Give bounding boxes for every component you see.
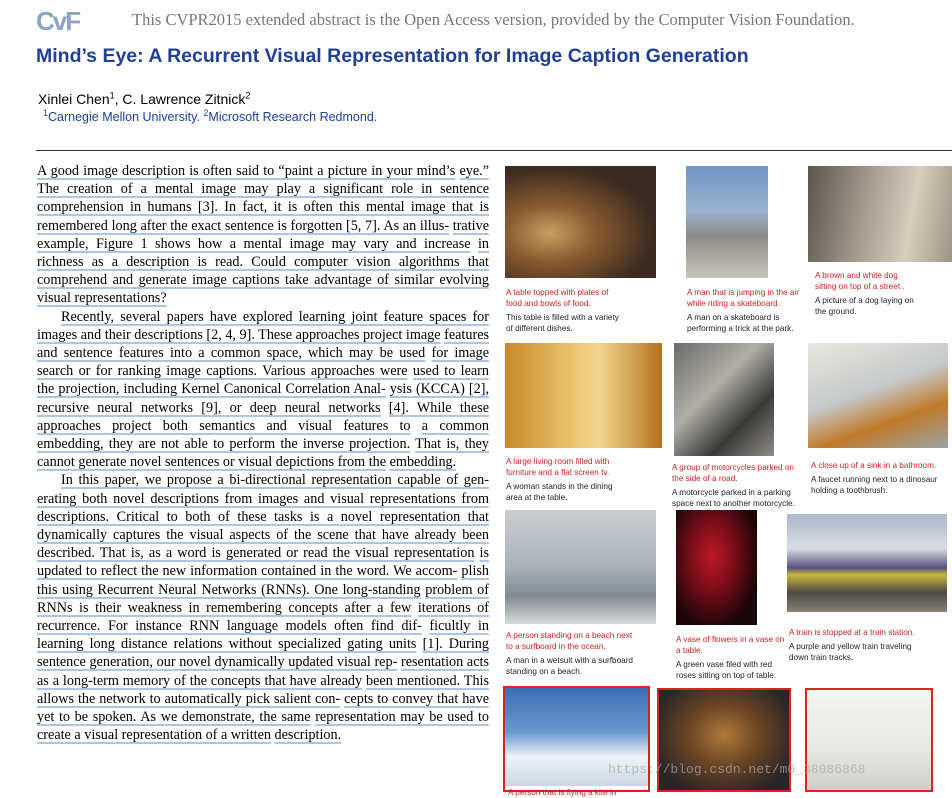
text-line: features and sentence features into a common space, which may be used	[37, 326, 490, 362]
text-line: a common embedding, they are not able to perform the inverse projection.	[37, 417, 489, 453]
blog-watermark: https://blog.csdn.net/m0_38086868	[608, 762, 866, 777]
figure-caption: A large living room filled with furniture and a flat screen tv. A woman stands in the dining area at the table.	[506, 457, 613, 502]
affil-sup: 2	[203, 107, 209, 118]
text-line: [1]. During sentence generation, our novel dynamically updated visual rep-	[37, 636, 489, 671]
sink-image	[808, 343, 948, 448]
vase-flowers-image	[676, 510, 757, 625]
text-line: A good image description is often said to “paint a picture in your mind’s	[37, 163, 456, 179]
text-line: been mentioned. This allows the network to automatically pick salient con-	[37, 672, 489, 707]
text-line: Recently, several papers have explored learning joint feature spaces for	[61, 308, 489, 325]
figure-caption: A close up of a sink in a bathroom. A faucet running next to a dinosaur holding a toothbrush.	[811, 461, 938, 495]
figure-caption: A train is stopped at a train station. A purple and yellow train traveling down train tracks.	[789, 628, 915, 662]
living-room-image	[505, 343, 662, 448]
author-sup: 1	[109, 90, 115, 101]
open-access-notice: This CVPR2015 extended abstract is the Open Access version, provided by the Computer Vision Foundation.	[132, 10, 855, 29]
text-line: ficultly in learning long distance relations without specialized gating units	[37, 618, 489, 653]
figure-caption: A man that is jumping in the air while riding a skateboard. A man on a skateboard is performing a trick at the park.	[687, 288, 799, 333]
figure-caption: A person that is flying a kite in	[508, 788, 617, 797]
skateboard-image	[686, 166, 768, 278]
text-line: representation may be used to create a visual representation of a written	[37, 709, 489, 744]
text-line: embedding.	[389, 454, 457, 471]
text-line: for image search or for ranking image captions. Various approaches were	[37, 345, 489, 380]
text-line: visual representations?	[37, 290, 167, 307]
affil-sup: 1	[43, 107, 49, 118]
author-name: Xinlei Chen	[38, 91, 110, 107]
text-line: in richness as a description is read. Could computer vision algorithms that	[37, 235, 490, 271]
text-line: trative example, Figure 1 shows how a mental image may vary and increase	[37, 217, 490, 252]
text-line: erating both novel descriptions from images and visual representations from	[37, 490, 489, 507]
affil-text: Carnegie Mellon University.	[48, 110, 204, 124]
text-line: In this paper, we propose a bi-directional representation capable of gen-	[61, 472, 489, 489]
text-line: [4]. While these approaches project both semantics and visual features to	[37, 399, 489, 434]
paragraph-1	[37, 162, 489, 308]
food-table-image	[505, 166, 656, 278]
paragraph-3	[37, 471, 489, 744]
figure-caption: A person standing on a beach next to a surfboard in the ocean. A man in a wetsuit with a surfboard standing on a beach.	[506, 631, 633, 676]
text-line: is updated to reflect the new information contained in the word. We accom-	[37, 545, 490, 580]
figure-caption: A group of motorcycles parked on the side of a road. A motorcycle parked in a parking space next to another motorcycle.	[672, 463, 795, 508]
figure-caption: A brown and white dog sitting on top of a street . A picture of a dog laying on the ground.	[815, 271, 914, 316]
text-line: resentation acts as a long-term memory of the concepts that have already	[37, 654, 489, 689]
figure-caption: A vase of flowers in a vase on a table. A green vase filed with red roses sitting on top of table.	[676, 635, 785, 680]
text-line: descriptions. Critical to both of these tasks is a novel representation that	[37, 508, 489, 525]
text-line: eye.” The creation of a mental image may play a significant role in sentence	[37, 163, 489, 198]
motorcycles-image	[674, 343, 774, 456]
author-sup: 2	[245, 90, 251, 101]
text-line: described. That is, as a word is generated or read the visual representation	[37, 545, 475, 562]
text-line: used to learn the projection, including Kernel Canonical Correlation Anal-	[37, 363, 489, 398]
text-line: remembered long after the exact sentence is forgotten [5, 7]. As an illus-	[37, 217, 450, 234]
figure-caption: A table topped with plates of food and bowls of food. This table is filled with a variety of different dishes.	[506, 288, 619, 333]
text-line: comprehend and generate image captions take advantage of similar evolving	[37, 272, 489, 289]
dog-street-image	[808, 166, 952, 262]
text-line: images and their descriptions [2, 4, 9]. These approaches project image	[37, 326, 441, 343]
header-divider	[36, 150, 952, 151]
text-line: That is, they cannot generate novel sentences or visual depictions from the	[37, 436, 489, 471]
author-list	[38, 91, 250, 107]
text-line: cepts to convey that have yet to be spoken. As we demonstrate, the same	[37, 690, 489, 726]
body-text	[37, 162, 489, 745]
text-line: iterations of recurrence. For instance RNN language models often find dif-	[37, 599, 490, 635]
text-line: ysis (KCCA) [2], recursive neural networks [9], or deep neural networks	[37, 381, 489, 416]
affiliations	[43, 107, 378, 124]
affil-text: Microsoft Research Redmond.	[208, 110, 378, 124]
paper-title: Mind’s Eye: A Recurrent Visual Representation for Image Caption Generation	[36, 45, 749, 67]
cvf-logo: CvF	[36, 6, 80, 36]
author-name: , C. Lawrence Zitnick	[114, 91, 246, 107]
text-line: problem of RNNs is their weakness in remembering concepts after a few	[37, 581, 489, 616]
train-image	[787, 514, 947, 612]
beach-surfer-image	[505, 510, 656, 624]
text-line: comprehension in humans [3]. In fact, it is often this mental image that is	[37, 199, 489, 216]
text-line: dynamically captures the visual aspects of the scene that have already been	[37, 527, 489, 544]
text-line: description.	[274, 727, 342, 744]
paragraph-2	[37, 308, 489, 472]
text-line: plish this using Recurrent Neural Networks (RNNs). One long-standing	[37, 563, 490, 598]
